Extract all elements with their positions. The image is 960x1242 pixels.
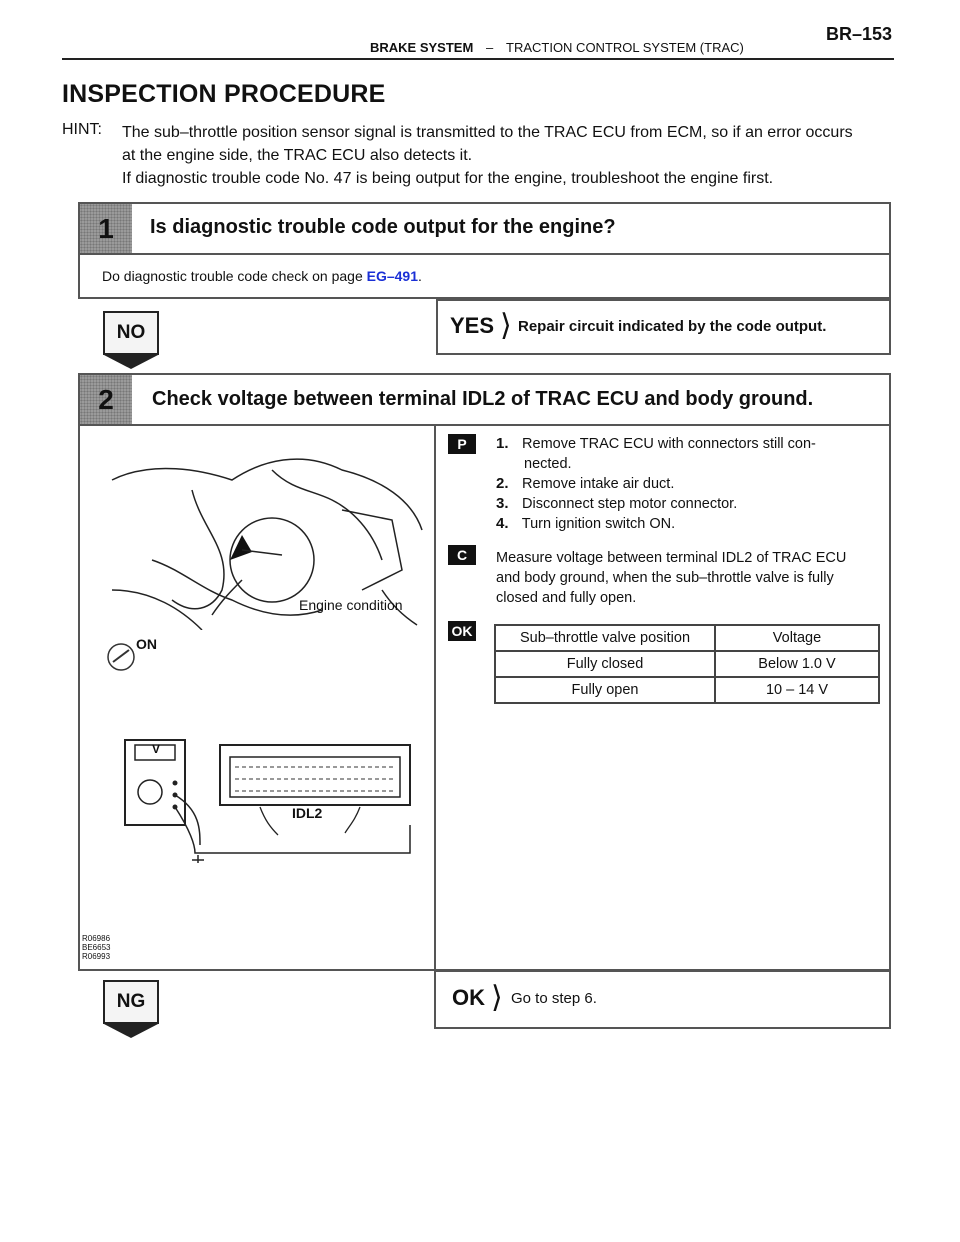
prep-step-1: 1. Remove TRAC ECU with connectors still con-	[496, 435, 816, 452]
hint-label: HINT:	[62, 121, 102, 138]
table-header-row	[495, 625, 879, 651]
ok-action: Go to step 6.	[511, 990, 597, 1007]
step1-divider	[80, 253, 890, 255]
header-subsection: TRACTION CONTROL SYSTEM (TRAC)	[506, 40, 744, 55]
idl2-terminal-label: IDL2	[292, 805, 323, 821]
no-badge: NO	[103, 311, 159, 369]
prep-step-3: 3. Disconnect step motor connector.	[496, 495, 738, 512]
table-header-voltage: Voltage	[715, 625, 879, 651]
table-row	[495, 677, 879, 703]
step2-title: Check voltage between terminal IDL2 of TRAC ECU and body ground.	[152, 388, 814, 410]
voltmeter-label: V	[152, 742, 161, 756]
check-instructions: Measure voltage between terminal IDL2 of TRAC ECU and body ground, when the sub–throttle valve is fully closed and fully open.	[496, 550, 847, 606]
table-row	[495, 651, 879, 677]
table-cell-position: Fully closed	[495, 651, 715, 677]
voltage-table	[494, 624, 880, 704]
header-rule	[62, 58, 894, 60]
table-cell-position: Fully open	[495, 677, 715, 703]
step2-number: 2	[80, 375, 132, 424]
ok-label: OK	[452, 985, 485, 1010]
ng-badge: NG	[103, 980, 159, 1038]
figure-codes: R06986 BE6653 R06993	[82, 934, 111, 961]
table-cell-voltage: 10 – 14 V	[715, 677, 879, 703]
prep-step-4: 4. Turn ignition switch ON.	[496, 515, 676, 532]
table-cell-voltage: Below 1.0 V	[715, 651, 879, 677]
table-header-position: Sub–throttle valve position	[495, 625, 715, 651]
yes-label: YES	[450, 313, 495, 338]
step1-title: Is diagnostic trouble code output for the engine?	[150, 216, 616, 238]
header-section: BRAKE SYSTEM	[370, 40, 474, 55]
chevron-right-icon: ⟩	[491, 981, 503, 1014]
page-title: INSPECTION PROCEDURE	[62, 80, 386, 108]
ignition-key-icon	[104, 640, 138, 674]
step1-number: 1	[80, 204, 132, 253]
step2-divider	[80, 424, 890, 426]
ignition-on-label: ON	[136, 636, 157, 652]
page-number: BR–153	[826, 24, 893, 44]
chevron-right-icon: ⟩	[500, 309, 512, 342]
check-tag: C	[448, 545, 476, 565]
page-link-eg491[interactable]: EG–491	[366, 268, 418, 284]
hint-line-1: The sub–throttle position sensor signal is transmitted to the TRAC ECU from ECM, so if an error occurs	[122, 124, 853, 141]
prepare-tag: P	[448, 434, 476, 454]
yes-action: Repair circuit indicated by the code output.	[518, 318, 827, 335]
hint-line-2: at the engine side, the TRAC ECU also detects it.	[122, 147, 473, 164]
hint-line-3: If diagnostic trouble code No. 47 is being output for the engine, troubleshoot the engine first.	[122, 170, 774, 187]
step1-instruction: Do diagnostic trouble code check on page EG–491.	[102, 268, 422, 284]
step2-column-divider	[434, 426, 436, 970]
prep-step-2: 2. Remove intake air duct.	[496, 475, 675, 492]
ok-tag: OK	[448, 621, 476, 641]
prep-steps: 1. Remove TRAC ECU with connectors still con- nected. 2. Remove intake air duct. 3. Disconnect step motor connector. 4. Turn ignition switch ON.	[496, 434, 876, 534]
header-separator: –	[486, 40, 494, 55]
voltmeter-connector-diagram	[120, 735, 420, 865]
engine-condition-label: Engine condition	[299, 597, 403, 613]
